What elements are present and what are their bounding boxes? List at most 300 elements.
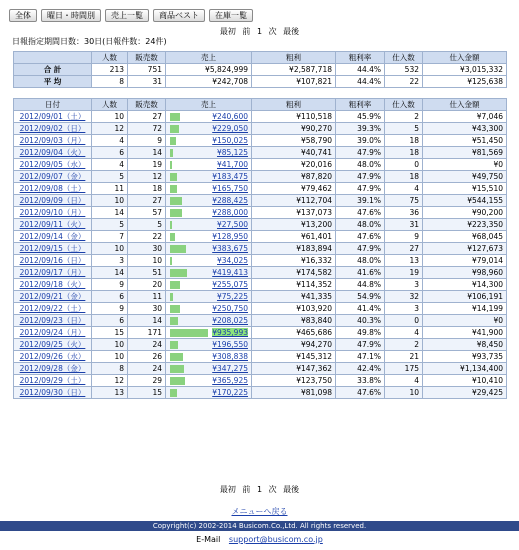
sales-bar [170,365,184,373]
count-cell: 19 [128,159,166,171]
sales-link[interactable]: ¥75,225 [216,291,248,301]
date-cell [14,207,92,219]
summary-table [13,51,507,88]
count-cell: 22 [128,231,166,243]
profit-cell: ¥79,462 [252,183,336,195]
profit-cell: ¥40,741 [252,147,336,159]
date-link[interactable]: 2012/09/29（土） [19,375,86,385]
purchase-amount-cell: ¥106,191 [423,291,507,303]
date-link[interactable]: 2012/09/08（土） [19,183,86,193]
profit-cell: ¥174,582 [252,267,336,279]
sales-cell [166,255,252,267]
purchase-count-cell: 5 [385,123,423,135]
summary-people: 8 [92,76,128,88]
count-cell: 18 [128,183,166,195]
daily-row [14,171,507,183]
people-cell: 6 [92,147,128,159]
profit-cell: ¥81,098 [252,387,336,399]
nav-product-best-button[interactable]: 商品ベスト [153,9,205,22]
purchase-count-cell: 75 [385,195,423,207]
sales-cell [166,195,252,207]
count-cell: 15 [128,387,166,399]
sales-link[interactable]: ¥288,000 [212,207,248,217]
sales-cell [166,375,252,387]
menu-link-container [0,506,519,517]
date-link[interactable]: 2012/09/23（日） [19,315,86,325]
sales-bar [170,293,173,301]
date-cell [14,387,92,399]
sales-link[interactable]: ¥196,550 [212,339,248,349]
summary-rate: 44.4% [336,76,385,88]
sales-cell [166,183,252,195]
sales-link[interactable]: ¥128,950 [212,231,248,241]
sales-bar [170,149,173,157]
daily-row [14,135,507,147]
sales-bar [170,197,182,205]
profit-cell: ¥110,518 [252,111,336,123]
daily-header-people: 人数 [92,99,128,111]
people-cell: 10 [92,339,128,351]
sales-bar [170,125,179,133]
sales-cell [166,303,252,315]
nav-stock-list-button[interactable]: 在庫一覧 [209,9,253,22]
purchase-count-cell: 0 [385,315,423,327]
people-cell: 5 [92,219,128,231]
rate-cell: 47.9% [336,183,385,195]
date-cell [14,267,92,279]
purchase-count-cell: 31 [385,219,423,231]
summary-count: 31 [128,76,166,88]
summary-purchase-amount: ¥125,638 [423,76,507,88]
rate-cell: 39.0% [336,135,385,147]
daily-header-row [14,99,507,111]
date-cell [14,159,92,171]
daily-header-rate: 粗利率 [336,99,385,111]
purchase-amount-cell: ¥51,450 [423,135,507,147]
profit-cell: ¥83,840 [252,315,336,327]
nav-all-button[interactable]: 全体 [9,9,37,22]
sales-link[interactable]: ¥170,225 [212,387,248,397]
sales-cell [166,231,252,243]
profit-cell: ¥87,820 [252,171,336,183]
purchase-count-cell: 18 [385,171,423,183]
purchase-count-cell: 0 [385,159,423,171]
count-cell: 24 [128,339,166,351]
sales-cell [166,267,252,279]
sales-link[interactable]: ¥85,125 [216,147,248,157]
date-link[interactable]: 2012/09/26（水） [19,351,86,361]
sales-cell [166,159,252,171]
date-cell [14,231,92,243]
daily-row [14,279,507,291]
rate-cell: 41.6% [336,267,385,279]
purchase-amount-cell: ¥127,673 [423,243,507,255]
sales-link[interactable]: ¥34,025 [216,255,248,265]
sales-link[interactable]: ¥365,925 [212,375,248,385]
sales-bar [170,221,172,229]
daily-header-sales: 売上 [166,99,252,111]
profit-cell: ¥16,332 [252,255,336,267]
sales-bar [170,257,172,265]
rate-cell: 39.3% [336,123,385,135]
date-cell [14,255,92,267]
rate-cell: 47.9% [336,171,385,183]
sales-link[interactable]: ¥183,475 [212,171,248,181]
summary-rate: 44.4% [336,64,385,76]
sales-link[interactable]: ¥165,750 [212,183,248,193]
profit-cell: ¥61,401 [252,231,336,243]
date-cell [14,171,92,183]
daily-row [14,267,507,279]
summary-header-blank [14,52,92,64]
sales-link[interactable]: ¥208,025 [212,315,248,325]
purchase-count-cell: 19 [385,267,423,279]
summary-header-purchase-count: 仕入数 [385,52,423,64]
summary-sales: ¥5,824,999 [166,64,252,76]
count-cell: 20 [128,279,166,291]
date-cell [14,243,92,255]
daily-header-profit: 粗利 [252,99,336,111]
date-link[interactable]: 2012/09/07（金） [19,171,86,181]
purchase-count-cell: 9 [385,231,423,243]
purchase-amount-cell: ¥14,199 [423,303,507,315]
sales-bar [170,341,178,349]
sales-cell [166,351,252,363]
purchase-amount-cell: ¥98,960 [423,267,507,279]
date-cell [14,219,92,231]
count-cell: 29 [128,375,166,387]
people-cell: 4 [92,135,128,147]
purchase-count-cell: 2 [385,339,423,351]
sales-link[interactable]: ¥41,700 [216,159,248,169]
daily-row [14,291,507,303]
people-cell: 4 [92,159,128,171]
daily-row [14,231,507,243]
sales-bar [170,389,177,397]
people-cell: 3 [92,255,128,267]
purchase-count-cell: 32 [385,291,423,303]
profit-cell: ¥147,362 [252,363,336,375]
sales-cell [166,123,252,135]
people-cell: 5 [92,171,128,183]
count-cell: 51 [128,267,166,279]
sales-cell [166,207,252,219]
people-cell: 11 [92,183,128,195]
purchase-amount-cell: ¥15,510 [423,183,507,195]
purchase-count-cell: 18 [385,135,423,147]
count-cell: 57 [128,207,166,219]
date-cell [14,291,92,303]
summary-header-profit: 粗利 [252,52,336,64]
sales-link[interactable]: ¥27,500 [216,219,248,229]
people-cell: 10 [92,351,128,363]
sales-bar [170,353,183,361]
count-cell: 171 [128,327,166,339]
summary-header-row [14,52,507,64]
date-link[interactable]: 2012/09/16（日） [19,255,86,265]
period-text: 日報指定期間日数：30日(日報件数：24件) [12,37,167,46]
profit-cell: ¥13,200 [252,219,336,231]
purchase-count-cell: 175 [385,363,423,375]
purchase-count-cell: 13 [385,255,423,267]
daily-table-body [14,111,507,399]
back-to-menu-link[interactable]: メニューへ戻る [231,507,288,516]
profit-cell: ¥114,352 [252,279,336,291]
sales-bar [170,317,178,325]
nav-bar [9,9,253,22]
date-cell [14,303,92,315]
summary-header-purchase-amount: 仕入金額 [423,52,507,64]
sales-link[interactable]: ¥347,275 [212,363,248,373]
count-cell: 10 [128,255,166,267]
pager-last[interactable]: 最後 [283,27,300,36]
sales-link[interactable]: ¥150,025 [212,135,248,145]
people-cell: 8 [92,363,128,375]
sales-link[interactable]: ¥229,050 [212,123,248,133]
pager-prev[interactable]: 前 [242,485,251,494]
profit-cell: ¥103,920 [252,303,336,315]
summary-sales: ¥242,708 [166,76,252,88]
sales-link[interactable]: ¥935,993 [212,327,248,337]
purchase-amount-cell: ¥90,200 [423,207,507,219]
date-link[interactable]: 2012/09/28（金） [19,363,86,373]
summary-profit: ¥2,587,718 [252,64,336,76]
people-cell: 14 [92,267,128,279]
purchase-count-cell: 21 [385,351,423,363]
purchase-amount-cell: ¥7,046 [423,111,507,123]
date-link[interactable]: 2012/09/24（月） [19,327,86,337]
date-cell [14,195,92,207]
summary-people: 213 [92,64,128,76]
daily-row [14,351,507,363]
rate-cell: 39.1% [336,195,385,207]
people-cell: 9 [92,279,128,291]
sales-bar [170,137,176,145]
sales-cell [166,363,252,375]
profit-cell: ¥112,704 [252,195,336,207]
sales-cell [166,315,252,327]
date-cell [14,327,92,339]
daily-row [14,123,507,135]
date-link[interactable]: 2012/09/09（日） [19,195,86,205]
daily-header-date: 日付 [14,99,92,111]
date-link[interactable]: 2012/09/10（月） [19,207,86,217]
pager-prev[interactable]: 前 [242,27,251,36]
purchase-amount-cell: ¥544,155 [423,195,507,207]
summary-purchase-count: 532 [385,64,423,76]
daily-row [14,363,507,375]
pager-next[interactable]: 次 [268,27,277,36]
purchase-count-cell: 4 [385,375,423,387]
date-link[interactable]: 2012/09/30（日） [19,387,86,397]
date-cell [14,315,92,327]
rate-cell: 49.8% [336,327,385,339]
pager-page: 1 [256,485,263,494]
summary-label: 合 計 [14,64,92,76]
summary-count: 751 [128,64,166,76]
count-cell: 14 [128,315,166,327]
sales-bar [170,245,186,253]
sales-bar [170,269,187,277]
footer-copyright: Copyright(c) 2002-2014 Busicom.Co.,Ltd. All rights reserved. [0,521,519,531]
sales-bar [170,185,177,193]
daily-row [14,207,507,219]
rate-cell: 41.4% [336,303,385,315]
purchase-amount-cell: ¥8,450 [423,339,507,351]
daily-row [14,303,507,315]
purchase-count-cell: 2 [385,111,423,123]
pager-last[interactable]: 最後 [283,485,300,494]
sales-cell [166,279,252,291]
date-link[interactable]: 2012/09/11（火） [19,219,86,229]
sales-cell [166,111,252,123]
sales-link[interactable]: ¥308,838 [212,351,248,361]
people-cell: 15 [92,327,128,339]
date-link[interactable]: 2012/09/05（水） [19,159,86,169]
daily-header-purchase-amount: 仕入金額 [423,99,507,111]
rate-cell: 48.0% [336,159,385,171]
profit-cell: ¥183,894 [252,243,336,255]
date-link[interactable]: 2012/09/02（日） [19,123,86,133]
summary-total-row [14,64,507,76]
daily-row [14,327,507,339]
sales-bar [170,161,172,169]
date-link[interactable]: 2012/09/22（土） [19,303,86,313]
date-cell [14,135,92,147]
daily-row [14,315,507,327]
people-cell: 13 [92,387,128,399]
sales-cell [166,219,252,231]
summary-average-row [14,76,507,88]
date-link[interactable]: 2012/09/04（火） [19,147,86,157]
profit-cell: ¥94,270 [252,339,336,351]
mail-address-link[interactable]: support@busicom.co.jp [228,535,323,544]
sales-cell [166,291,252,303]
sales-bar [170,209,182,217]
purchase-amount-cell: ¥93,735 [423,351,507,363]
people-cell: 6 [92,315,128,327]
count-cell: 72 [128,123,166,135]
people-cell: 10 [92,243,128,255]
sales-link[interactable]: ¥383,675 [212,243,248,253]
sales-link[interactable]: ¥419,413 [212,267,248,277]
nav-sales-list-button[interactable]: 売上一覧 [105,9,149,22]
sales-link[interactable]: ¥255,075 [212,279,248,289]
purchase-amount-cell: ¥29,425 [423,387,507,399]
daily-row [14,219,507,231]
date-cell [14,339,92,351]
pager-first[interactable]: 最初 [219,485,236,494]
date-cell [14,123,92,135]
people-cell: 14 [92,207,128,219]
date-link[interactable]: 2012/09/03（月） [19,135,86,145]
count-cell: 26 [128,351,166,363]
mail-line [0,535,519,544]
profit-cell: ¥90,270 [252,123,336,135]
profit-cell: ¥58,790 [252,135,336,147]
nav-weekday-time-button[interactable]: 曜日・時間別 [41,9,101,22]
daily-row [14,183,507,195]
rate-cell: 42.4% [336,363,385,375]
profit-cell: ¥145,312 [252,351,336,363]
sales-cell [166,327,252,339]
daily-table [13,98,507,399]
purchase-count-cell: 4 [385,183,423,195]
sales-bar [170,305,180,313]
sales-bar [170,113,180,121]
pager-first[interactable]: 最初 [219,27,236,36]
rate-cell: 47.1% [336,351,385,363]
date-link[interactable]: 2012/09/25（火） [19,339,86,349]
date-link[interactable]: 2012/09/17（月） [19,267,86,277]
purchase-amount-cell: ¥41,900 [423,327,507,339]
sales-link[interactable]: ¥288,425 [212,195,248,205]
count-cell: 27 [128,111,166,123]
rate-cell: 44.8% [336,279,385,291]
count-cell: 9 [128,135,166,147]
purchase-amount-cell: ¥49,750 [423,171,507,183]
sales-bar [170,281,180,289]
purchase-amount-cell: ¥0 [423,159,507,171]
people-cell: 12 [92,123,128,135]
daily-header-purchase-count: 仕入数 [385,99,423,111]
count-cell: 30 [128,303,166,315]
date-cell [14,111,92,123]
summary-header-count: 販売数 [128,52,166,64]
summary-header-sales: 売上 [166,52,252,64]
pager-page: 1 [256,27,263,36]
daily-row [14,243,507,255]
summary-purchase-amount: ¥3,015,332 [423,64,507,76]
count-cell: 11 [128,291,166,303]
rate-cell: 47.6% [336,207,385,219]
profit-cell: ¥123,750 [252,375,336,387]
rate-cell: 48.0% [336,219,385,231]
rate-cell: 54.9% [336,291,385,303]
profit-cell: ¥137,073 [252,207,336,219]
date-link[interactable]: 2012/09/01（土） [19,111,86,121]
purchase-amount-cell: ¥10,410 [423,375,507,387]
rate-cell: 45.9% [336,111,385,123]
rate-cell: 47.6% [336,231,385,243]
daily-row [14,339,507,351]
summary-label: 平 均 [14,76,92,88]
purchase-count-cell: 27 [385,243,423,255]
mail-label: E-Mail [196,535,221,544]
daily-row [14,159,507,171]
rate-cell: 33.8% [336,375,385,387]
date-link[interactable]: 2012/09/21（金） [19,291,86,301]
count-cell: 5 [128,219,166,231]
sales-cell [166,339,252,351]
summary-header-rate: 粗利率 [336,52,385,64]
date-link[interactable]: 2012/09/18（火） [19,279,86,289]
daily-header-count: 販売数 [128,99,166,111]
summary-header-people: 人数 [92,52,128,64]
daily-row [14,111,507,123]
purchase-amount-cell: ¥1,134,400 [423,363,507,375]
date-link[interactable]: 2012/09/14（金） [19,231,86,241]
sales-link[interactable]: ¥250,750 [212,303,248,313]
daily-row [14,195,507,207]
pager-next[interactable]: 次 [268,485,277,494]
profit-cell: ¥41,335 [252,291,336,303]
sales-link[interactable]: ¥240,600 [212,111,248,121]
people-cell: 6 [92,291,128,303]
daily-row [14,255,507,267]
sales-bar [170,233,175,241]
date-link[interactable]: 2012/09/15（土） [19,243,86,253]
